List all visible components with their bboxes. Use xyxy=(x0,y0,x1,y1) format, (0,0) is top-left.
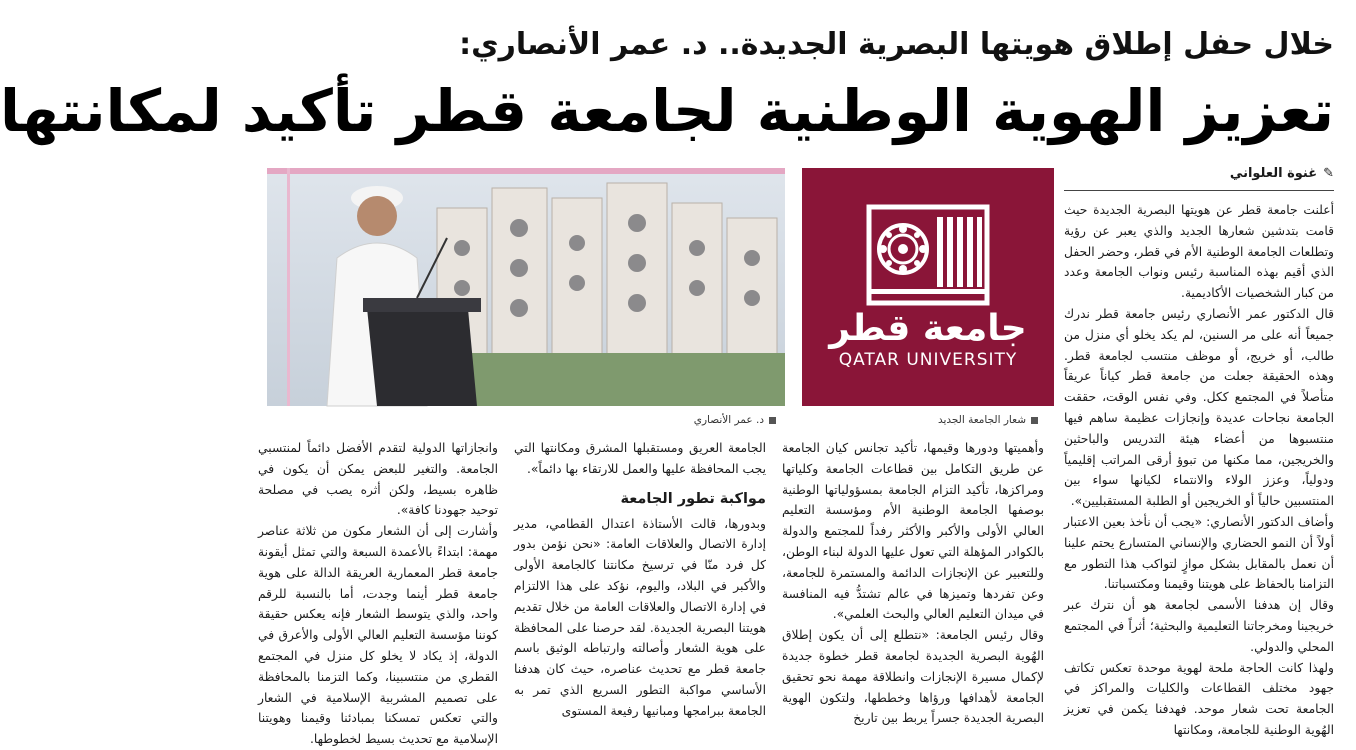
paragraph: وانجازاتها الدولية لتقدم الأفضل دائماً لمنتسبي الجامعة. والتغير للبعض يمكن أن يكون في ظاهره بسيط، ولكن أثره يصب في مصلحة توحيد جهودنا كافة». xyxy=(258,441,498,518)
logo-emblem-icon xyxy=(863,203,993,307)
podium-speaker-image-icon xyxy=(267,168,785,406)
caption-marker-icon xyxy=(769,417,776,424)
paragraph: وقال رئيس الجامعة: «نتطلع إلى أن يكون إطلاق الهُوية البصرية الجديدة لجامعة قطر خطوة جديدة لإكمال مسيرة الإنجازات وانطلاقة مهمة نحو تحقيق الجامعة لأهدافها ورؤاها وخططها، ولتكون الهوية البصرية الجديدة جسراً يربط بين تاريخ xyxy=(782,628,1044,726)
speaker-photo xyxy=(267,168,785,406)
qatar-university-logo xyxy=(802,168,1054,406)
caption-marker-icon xyxy=(1031,417,1038,424)
photo-caption xyxy=(694,414,776,426)
logo-arabic-text: جامعة قطر xyxy=(829,308,1027,349)
byline xyxy=(1064,166,1334,181)
paragraph: قال الدكتور عمر الأنصاري رئيس جامعة قطر ندرك جميعاً أنه على مر السنين، لم يكد يخلو أي منزل من طالب، أو خريج، أو موظف منتسب لجامعة قطر. وهذه الحقيقة جعلت من جامعة قطر كياناً عريقاً متأصلاً في المجتمع ككل. وفي نفس الوقت، حققت الجامعة نجاحات عديدة وإنجازات عظيمة ساهم فيها منتسبوها من أعضاء هيئة التدريس والباحثين والخريجين، مما مكنها من تبوؤ أرقى المراتب إقليمياً ودولياً، وعزز الولاء والانتماء لكيانها سواء بين المنتسبين حالياً أو الخريجين أو الطلبة المستقبليين». xyxy=(1064,306,1334,509)
section-subheading: مواكبة تطور الجامعة xyxy=(620,490,766,507)
article-column-3 xyxy=(514,438,766,718)
paragraph: وأشارت إلى أن الشعار مكون من ثلاثة عناصر مهمة: ابتداءً بالأعمدة السبعة والتي تمثل أيقونة جامعة قطر المعمارية العريقة الدالة على هوية جامعة قطر أينما وجدت، أما بالنسبة للرقم واحد، والذي يتوسط الشعار فإنه يعكس حقيقة كوننا مؤسسة التعليم العالي الأولى والأعرق في الدولة، إذ يكاد لا يخلو كل منزل في المجتمع القطري من منتسبينا، وكما التزمنا بالمحافظة على تصميم المشربية الإسلامية في الشعار والتي تعكس تمسكنا بمبادئنا وقيمنا وهويتنا الإسلامية مع تحديث بسيط لخطوطها. xyxy=(258,524,498,747)
paragraph: وأضاف الدكتور الأنصاري: «يجب أن نأخذ بعين الاعتبار أولاً أن النمو الحضاري والإنساني المتسارع يحتم علينا أن نعمل بالمقابل بشكل موازٍ لتواكب هذا التطور مع التزامنا بالحفاظ على هويتنا وقيمنا ومكتسباتنا. xyxy=(1064,514,1334,592)
article-kicker: خلال حفل إطلاق هويتها البصرية الجديدة.. د. عمر الأنصاري: xyxy=(459,27,1334,62)
article-column-1 xyxy=(1064,200,1334,737)
paragraph: أعلنت جامعة قطر عن هويتها البصرية الجديدة حيث قامت بتدشين شعارها الجديد والذي يعبر عن رؤية وتطلعات الجامعة الوطنية الأم في قطر، وحضر الحفل الذي أقيم بهذه المناسبة رئيس ونواب الجامعة وعدد من كبار الشخصيات الأكاديمية. xyxy=(1064,203,1334,301)
article-column-2 xyxy=(782,438,1044,726)
byline-author: غنوة العلواني xyxy=(1229,166,1318,181)
paragraph: ولهذا كانت الحاجة ملحة لهوية موحدة تعكس تكاتف جهود مختلف القطاعات والكليات والمراكز في الجامعة تحت شعار موحد. فهدفنا يكمن في تعزيز الهُوية الوطنية للجامعة، ومكانتها xyxy=(1064,660,1334,737)
photo-caption-text: د. عمر الأنصاري xyxy=(693,414,764,426)
logo-caption xyxy=(938,414,1038,426)
paragraph: وقال إن هدفنا الأسمى لجامعة هو أن نترك عبر خريجينا ومخرجاتنا التعليمية والبحثية؛ أثراً في المجتمع المحلي والدولي. xyxy=(1064,598,1334,654)
logo-english-text: QATAR UNIVERSITY xyxy=(838,350,1018,370)
article-headline: تعزيز الهوية الوطنية لجامعة قطر تأكيد لمكانتها xyxy=(0,77,1334,145)
paragraph: وبدورها، قالت الأستاذة اعتدال القطامي، مدير إدارة الاتصال والعلاقات العامة: «نحن نؤمن بدور كل فرد منّا في ترسيخ مكانتنا كالجامعة الأولى والأكبر في البلاد، واليوم، نؤكد على هذا الالتزام في إدارة الاتصال والعلاقات العامة من خلال تقديم هويتنا البصرية الجديدة. لقد حرصنا على المحافظة على هوية الشعار وأصالته وارتباطه الوثيق باسم جامعة قطر مع تحديث عناصره، حيث كان هدفنا الأساسي مواكبة التطور السريع الذي تمر به الجامعة ببرامجها ومبانيها رفيعة المستوى xyxy=(514,516,766,718)
pen-icon: ✎ xyxy=(1323,166,1334,181)
logo-caption-text: شعار الجامعة الجديد xyxy=(937,414,1026,426)
paragraph: وأهميتها ودورها وقيمها، تأكيد تجانس كيان الجامعة عن طريق التكامل بين قطاعات الجامعة وكلياتها ومراكزها، تأكيد التزام الجامعة بمسؤولياتها الوطنية بوصفها الجامعة الوطنية الأم ومؤسسة التعليم العالي الأولى والأكبر والأكثر رفداً للمجتمع والدولة بالكوادر المؤهلة التي تعول عليها الدولة لبناء الوطن، وللتعبير عن الإنجازات الدائمة والمستمرة للجامعة، وعن تفردها وتميزها في عالم تشتدُّ فيه المنافسة في ميدان التعليم العالي والبحث العلمي». xyxy=(782,441,1044,622)
paragraph: الجامعة العريق ومستقبلها المشرق ومكانتها التي يجب المحافظة عليها والعمل للارتقاء بها دائماً». xyxy=(514,441,766,476)
byline-divider xyxy=(1064,190,1334,191)
article-column-4 xyxy=(258,438,498,747)
